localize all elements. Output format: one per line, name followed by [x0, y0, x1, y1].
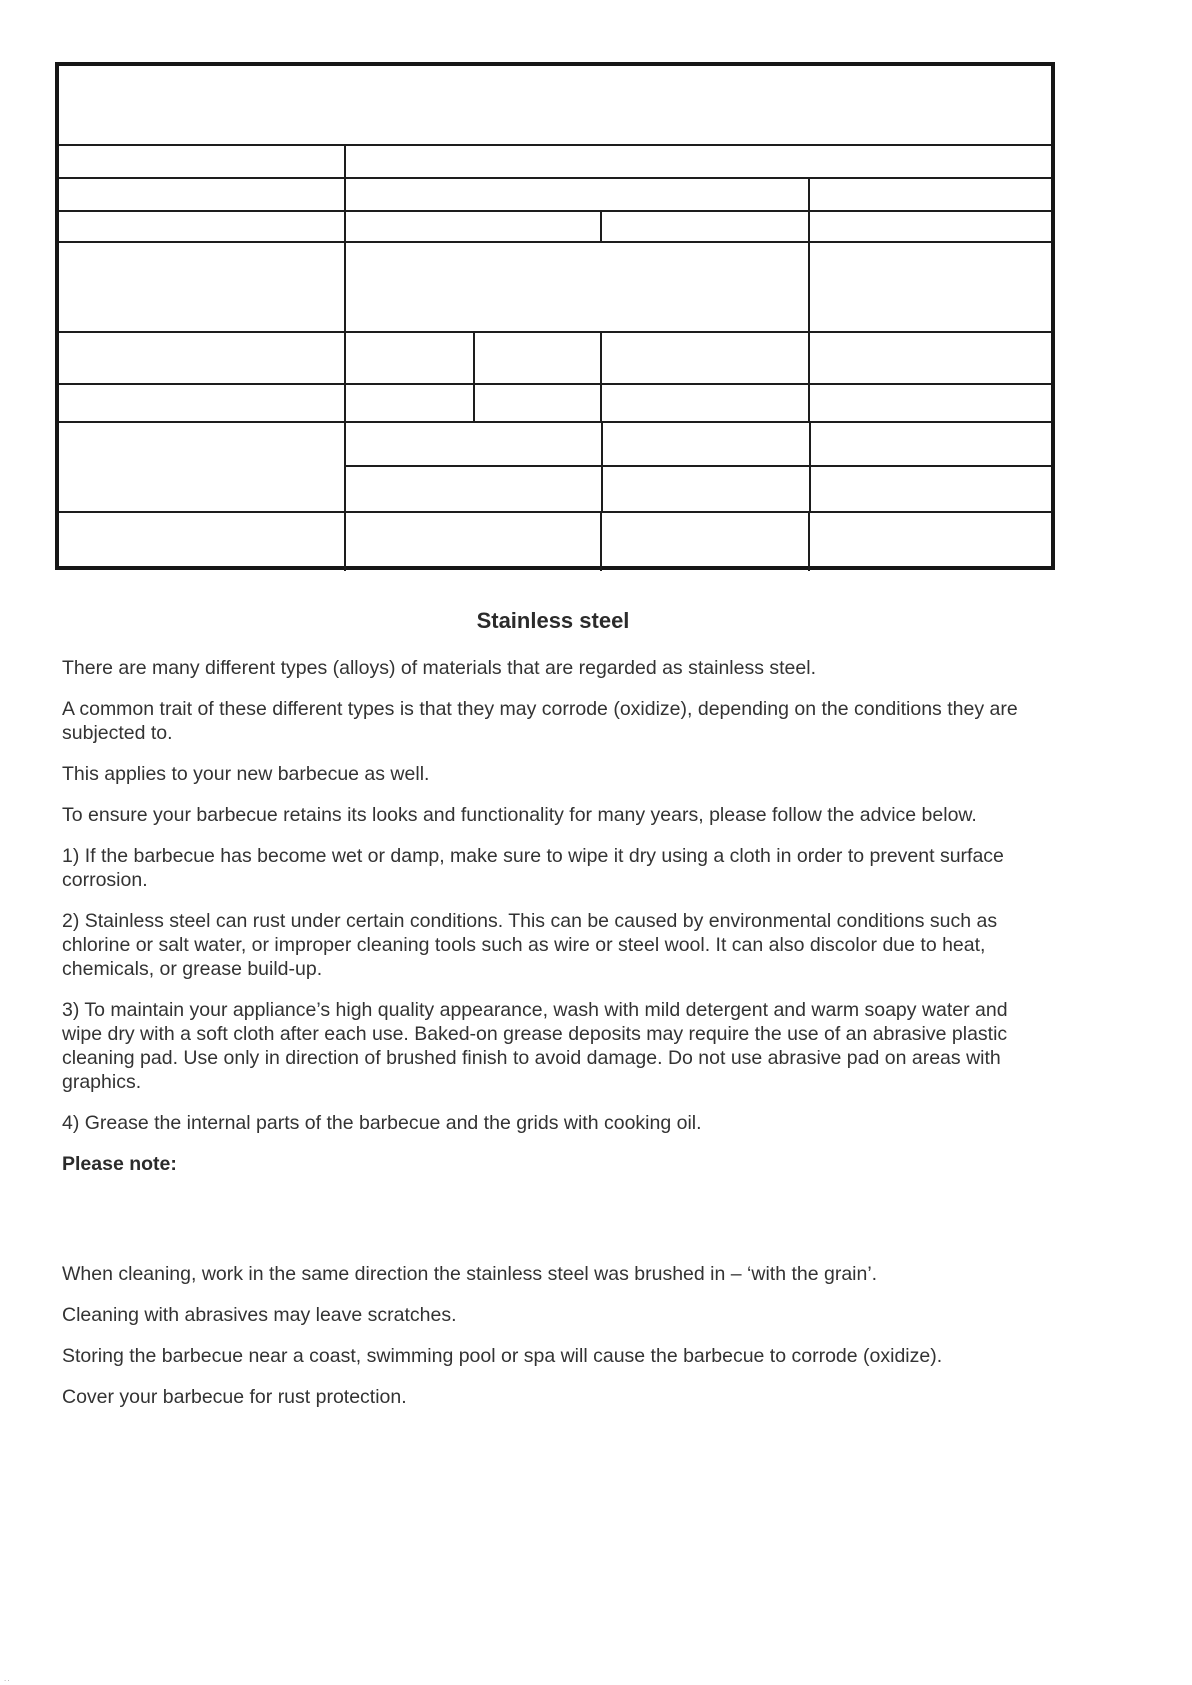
table-cell	[59, 243, 344, 331]
table-sub-row	[346, 423, 1051, 465]
table-row	[59, 383, 1051, 421]
table-cell	[344, 333, 473, 383]
paragraph: Cover your barbecue for rust protection.	[62, 1386, 407, 1408]
table-cell	[344, 385, 473, 421]
paragraph: 3) To maintain your appliance’s high quality appearance, wash with mild detergent and warm soapy water and wipe dry with a soft cloth after each use. Baked-on grease deposits may require the use of an abrasive plastic cleaning pad. Use only in direction of brushed finish to avoid damage. Do not use abrasive pad on areas with graphics.	[62, 999, 1008, 1093]
table-cell	[59, 333, 344, 383]
table-cell	[600, 385, 808, 421]
table-cell	[809, 423, 1051, 465]
table-cell	[344, 513, 600, 571]
document-body	[62, 608, 1044, 1426]
please-note-label: Please note:	[62, 1153, 177, 1175]
table-cell	[346, 467, 601, 511]
table-cell	[808, 212, 1051, 241]
table-cell	[808, 385, 1051, 421]
paragraph: Storing the barbecue near a coast, swimming pool or spa will cause the barbecue to corrode (oxidize).	[62, 1345, 943, 1367]
table-cell	[809, 467, 1051, 511]
scan-artifact: ..	[4, 1674, 11, 1683]
table-header-cell	[59, 66, 1051, 144]
table-cell	[600, 333, 808, 383]
table-row	[59, 210, 1051, 241]
paragraph: A common trait of these different types is that they may corrode (oxidize), depending on the conditions they are subjected to.	[62, 698, 1018, 744]
table-cell	[473, 333, 600, 383]
paragraph: There are many different types (alloys) of materials that are regarded as stainless steel.	[62, 657, 816, 679]
table-cell	[808, 179, 1051, 210]
paragraph: Cleaning with abrasives may leave scratches.	[62, 1304, 457, 1326]
table-cell	[344, 146, 1051, 177]
table-cell	[59, 212, 344, 241]
table-cell	[808, 333, 1051, 383]
table-row-group	[59, 421, 1051, 511]
paragraph: This applies to your new barbecue as well.	[62, 763, 430, 785]
table-cell	[344, 179, 808, 210]
table-row	[59, 241, 1051, 331]
table-row	[59, 331, 1051, 383]
spec-table	[55, 62, 1055, 570]
table-cell	[59, 513, 344, 571]
table-cell	[59, 179, 344, 210]
table-cell	[346, 423, 601, 465]
paragraph: To ensure your barbecue retains its looks and functionality for many years, please follow the advice below.	[62, 804, 977, 826]
table-cell	[344, 212, 600, 241]
table-cell	[601, 423, 809, 465]
table-cell	[601, 467, 809, 511]
table-cell	[473, 385, 600, 421]
paragraph: 4) Grease the internal parts of the barbecue and the grids with cooking oil.	[62, 1112, 702, 1134]
table-subgrid	[344, 423, 1051, 511]
table-row	[59, 511, 1051, 571]
table-cell	[808, 513, 1051, 571]
table-cell-rowspan	[59, 423, 344, 511]
table-cell	[600, 513, 808, 571]
table-sub-row	[346, 465, 1051, 511]
paragraph: When cleaning, work in the same direction the stainless steel was brushed in – ‘with the grain’.	[62, 1263, 878, 1285]
table-row	[59, 177, 1051, 210]
section-heading: Stainless steel	[476, 608, 630, 633]
table-cell	[600, 212, 808, 241]
table-cell	[59, 385, 344, 421]
paragraph: 1) If the barbecue has become wet or damp, make sure to wipe it dry using a cloth in order to prevent surface corrosion.	[62, 845, 1004, 891]
table-header-row	[59, 66, 1051, 144]
table-cell	[344, 243, 808, 331]
table-cell	[808, 243, 1051, 331]
table-cell	[59, 146, 344, 177]
paragraph: 2) Stainless steel can rust under certain conditions. This can be caused by environmental conditions such as chlorine or salt water, or improper cleaning tools such as wire or steel wool. It can also discolor due to heat, chemicals, or grease build-up.	[62, 910, 998, 980]
table-row	[59, 144, 1051, 177]
